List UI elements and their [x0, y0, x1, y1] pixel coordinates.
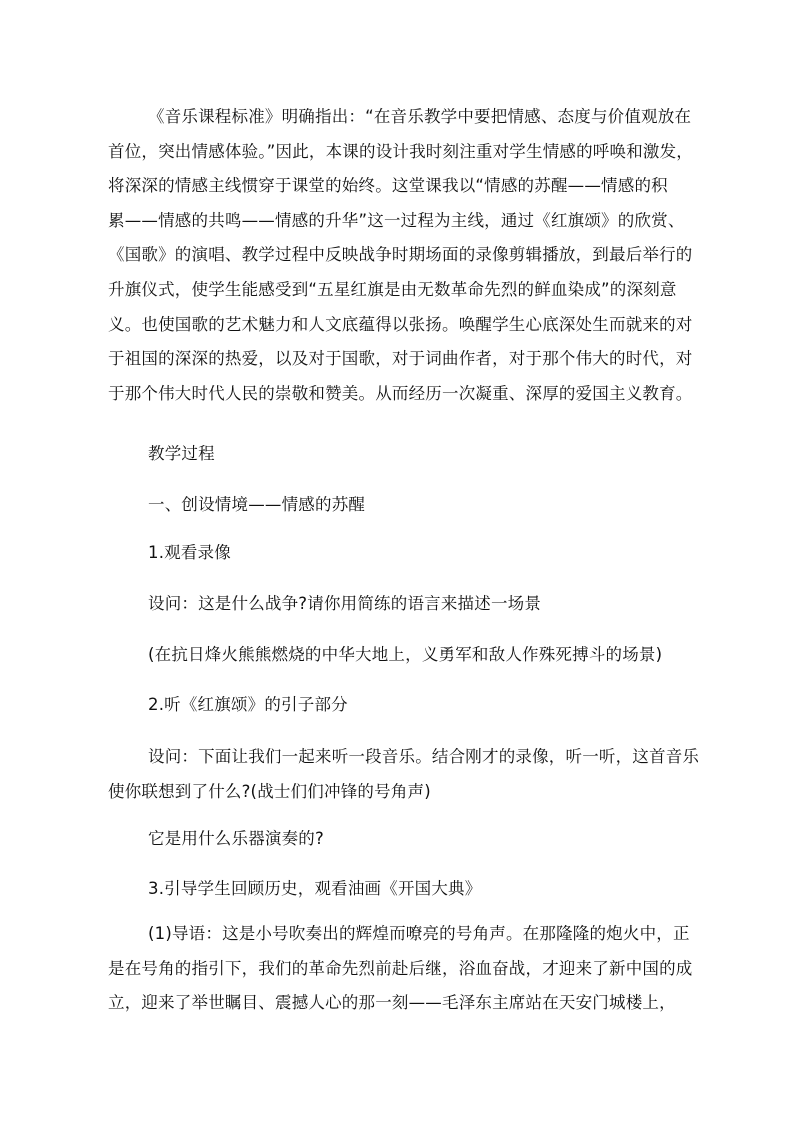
- intro-line-4: 累——情感的共鸣——情感的升华”这一过程为主线，通过《红旗颂》的欣赏、: [108, 210, 685, 230]
- item-3-intro-block: [108, 917, 693, 1021]
- item-1-answer: (在抗日烽火熊熊燃烧的中华大地上，义勇军和敌人作殊死搏斗的场景): [148, 645, 663, 664]
- item-1-block: [108, 536, 676, 571]
- section-title: 教学过程: [148, 444, 215, 463]
- item-2-question-block: [108, 740, 700, 809]
- item-3-block: [108, 872, 676, 907]
- intro-paragraph: [108, 100, 693, 411]
- item-3-intro-line-3: 立，迎来了举世瞩目、震撼人心的那一刻——毛泽东主席站在天安门城楼上，: [108, 993, 676, 1013]
- item-2-block: [108, 688, 676, 723]
- section-heading: [108, 437, 676, 472]
- intro-line-6: 升旗仪式，使学生能感受到“五星红旗是由无数革命先烈的鲜血染成”的深刻意: [108, 279, 677, 299]
- item-1-question-block: [108, 587, 676, 622]
- part-one-heading: [108, 488, 676, 523]
- item-2-followup-block: [108, 822, 676, 857]
- intro-line-3: 将深深的情感主线惯穿于课堂的始终。这堂课我以“情感的苏醒——情感的积: [108, 176, 668, 196]
- item-2-followup: 它是用什么乐器演奏的?: [148, 829, 324, 848]
- item-2-question-line-2: 使你联想到了什么?(战士们们冲锋的号角声): [108, 781, 431, 801]
- intro-line-2: 首位，突出情感体验。”因此，本课的设计我时刻注重对学生情感的呼唤和激发，: [108, 141, 693, 161]
- item-1-answer-block: [108, 638, 676, 673]
- intro-line-5: 《国歌》的演唱、教学过程中反映战争时期场面的录像剪辑播放，到最后举行的: [108, 245, 693, 265]
- item-1-title: 1.观看录像: [148, 543, 231, 562]
- intro-line-1: 《音乐课程标准》明确指出：“在音乐教学中要把情感、态度与价值观放在: [148, 107, 692, 126]
- item-3-intro-line-2: 是在号角的指引下，我们的革命先烈前赴后继，浴血奋战，才迎来了新中国的成: [108, 958, 693, 978]
- part-one-title: 一、创设情境——情感的苏醒: [148, 495, 366, 514]
- intro-line-8: 于祖国的深深的热爱，以及对于国歌，对于词曲作者，对于那个伟大的时代，对: [108, 349, 693, 369]
- item-3-intro-line-1: (1)导语：这是小号吹奏出的辉煌而嘹亮的号角声。在那隆隆的炮火中，正: [148, 924, 690, 943]
- item-3-title: 3.引导学生回顾历史，观看油画《开国大典》: [148, 879, 482, 898]
- item-1-question: 设问：这是什么战争?请你用简练的语言来描述一场景: [148, 594, 542, 613]
- intro-line-7: 义。也使国歌的艺术魅力和人文底蕴得以张扬。唤醒学生心底深处生而就来的对: [108, 314, 693, 334]
- intro-line-9: 于那个伟大时代人民的崇敬和赞美。从而经历一次凝重、深厚的爱国主义教育。: [108, 383, 693, 403]
- item-2-question-line-1: 设问：下面让我们一起来听一段音乐。结合刚才的录像，听一听，这首音乐: [148, 747, 700, 766]
- item-2-title: 2.听《红旗颂》的引子部分: [148, 695, 348, 714]
